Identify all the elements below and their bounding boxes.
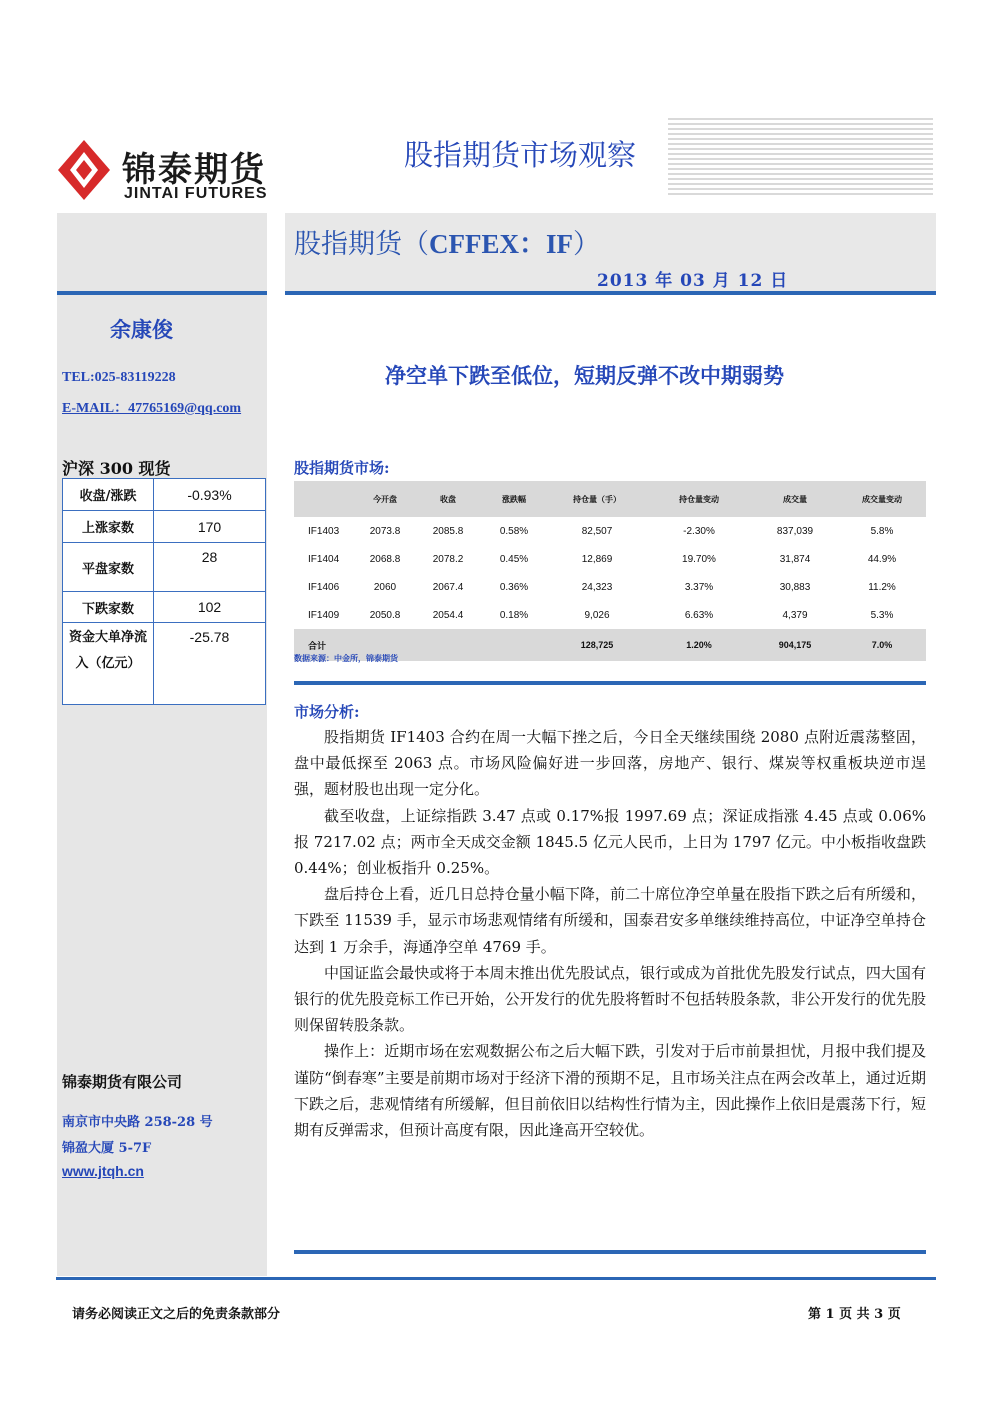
company-address: 南京市中央路 258-28 号 <box>62 1115 213 1130</box>
table-cell: 904,175 <box>752 629 838 661</box>
analysis-body <box>294 724 926 1143</box>
table-cell: 11.2% <box>868 581 896 593</box>
index-value: -0.93% <box>154 479 266 511</box>
table-cell: 1.20% <box>646 629 752 661</box>
table-cell: 5.3% <box>870 609 894 621</box>
table-cell: 2085.8 <box>432 525 464 537</box>
footer-disclaimer: 请务必阅读正文之后的免责条款部分 <box>72 1307 281 1322</box>
index-label: 收盘/涨跌 <box>63 479 154 511</box>
headline: 净空单下跌至低位，短期反弹不改中期弱势 <box>385 363 784 388</box>
company-address: 锦盈大厦 5-7F <box>62 1141 152 1156</box>
table-cell: 0.36% <box>499 581 529 593</box>
table-cell <box>480 629 548 661</box>
table-cell: 31,874 <box>779 553 811 565</box>
report-date: 2013 年 03 月 12 日 <box>597 271 789 291</box>
table-cell: IF1404 <box>308 553 340 565</box>
table-cell: IF1403 <box>308 525 340 537</box>
analyst-email-link[interactable]: E-MAIL：47765169@qq.com <box>62 401 242 416</box>
company-name: 锦泰期货有限公司 <box>62 1073 183 1091</box>
table-cell: 30,883 <box>779 581 811 593</box>
analyst-tel: TEL:025-83119228 <box>62 370 176 385</box>
market-section-title: 股指期货市场: <box>294 459 390 477</box>
index-value: -25.78 <box>154 623 266 705</box>
table-cell: -2.30% <box>683 525 715 537</box>
table-cell: 2078.2 <box>432 553 464 565</box>
category-divider <box>285 291 936 295</box>
page-number: 第 1 页 共 3 页 <box>808 1307 901 1322</box>
section-divider <box>294 1250 926 1254</box>
table-row <box>294 573 926 601</box>
analysis-paragraph: 盘后持仓上看，近几日总持仓量小幅下降，前二十席位净空单量在股指下跌之后有所缓和，下跌至 11539 手，显示市场悲观情绪有所缓和，国泰君安多单继续维持高位，中证净空单持仓达到 1 万余手，海通净空单 4769 手。 <box>294 885 926 956</box>
col-header: 持仓量变动 <box>646 481 752 517</box>
table-cell: 82,507 <box>581 525 613 537</box>
index-value: 28 <box>154 543 266 592</box>
index-row <box>63 623 266 705</box>
col-header: 成交量变动 <box>838 481 926 517</box>
table-cell: IF1409 <box>308 609 340 621</box>
table-cell: 2054.4 <box>432 609 464 621</box>
analysis-paragraph: 中国证监会最快或将于本周末推出优先股试点，银行或成为首批优先股发行试点，四大国有银行的优先股竞标工作已开始，公开发行的优先股将暂时不包括转股条款，非公开发行的优先股则保留转股条款。 <box>294 963 926 1035</box>
table-cell: IF1406 <box>308 581 340 593</box>
table-cell: 3.37% <box>684 581 714 593</box>
col-header: 收盘 <box>416 481 480 517</box>
table-cell: 5.8% <box>870 525 894 537</box>
col-header <box>294 481 354 517</box>
table-cell: 6.63% <box>684 609 714 621</box>
index-table <box>62 478 266 705</box>
sidebar-divider <box>57 291 267 295</box>
data-source-note: 数据来源：中金所，锦泰期货 <box>294 653 398 663</box>
table-cell: 7.0% <box>838 629 926 661</box>
index-value: 170 <box>154 511 266 543</box>
index-row <box>63 543 266 592</box>
table-cell: 2068.8 <box>369 553 401 565</box>
header-stripes <box>668 118 933 198</box>
table-cell: 19.70% <box>682 553 716 565</box>
table-cell: 44.9% <box>867 553 897 565</box>
table-cell: 2050.8 <box>369 609 401 621</box>
index-label: 平盘家数 <box>63 543 154 592</box>
table-cell: 2060 <box>373 581 397 593</box>
table-cell: 2067.4 <box>432 581 464 593</box>
table-cell: 0.58% <box>499 525 529 537</box>
index-row <box>63 479 266 511</box>
section-divider <box>294 681 926 685</box>
table-cell: 4,379 <box>782 609 808 621</box>
table-cell: 合计 <box>294 629 354 661</box>
table-row <box>294 601 926 629</box>
index-value: 102 <box>154 592 266 623</box>
index-row <box>63 511 266 543</box>
analysis-section-title: 市场分析: <box>294 703 360 721</box>
index-row <box>63 592 266 623</box>
market-table <box>294 481 926 661</box>
index-label: 上涨家数 <box>63 511 154 543</box>
col-header: 持仓量（手） <box>548 481 646 517</box>
jintai-logo-icon <box>58 140 110 200</box>
table-cell: 24,323 <box>581 581 613 593</box>
company-website-link[interactable]: www.jtqh.cn <box>62 1163 144 1179</box>
col-header: 成交量 <box>752 481 838 517</box>
footer-divider <box>56 1277 936 1280</box>
col-header: 涨跌幅 <box>480 481 548 517</box>
table-cell: 9,026 <box>584 609 610 621</box>
table-cell: 837,039 <box>776 525 814 537</box>
table-cell: 0.45% <box>499 553 529 565</box>
index-label: 资金大单净流入（亿元） <box>63 623 154 705</box>
category-title: 股指期货（CFFEX：IF） <box>294 229 600 260</box>
table-cell <box>416 629 480 661</box>
analyst-name: 余康俊 <box>110 317 173 342</box>
table-cell: 128,725 <box>548 629 646 661</box>
table-row <box>294 517 926 545</box>
analysis-paragraph: 截至收盘，上证综指跌 3.47 点或 0.17%报 1997.69 点；深证成指涨 4.45 点或 0.06%报 7217.02 点；两市全天成交金额 1845.5 亿元人民币，上日为 1797 亿元。中小板指收盘跌 0.44%；创业板指升 0.25%。 <box>294 806 926 878</box>
index-label: 下跌家数 <box>63 592 154 623</box>
analysis-paragraph: 股指期货 IF1403 合约在周一大幅下挫之后，今日全天继续围绕 2080 点附近震荡整固，盘中最低探至 2063 点。市场风险偏好进一步回落，房地产、银行、煤炭等权重板块逆市逞强，题材股也出现一定分化。 <box>294 728 926 799</box>
index-table-title: 沪深 300 现货 <box>62 459 171 478</box>
table-cell: 12,869 <box>581 553 613 565</box>
table-cell: 0.18% <box>499 609 529 621</box>
analysis-paragraph: 操作上：近期市场在宏观数据公布之后大幅下跌，引发对于后市前景担忧，月报中我们提及谨防“倒春寒”主要是前期市场对于经济下滑的预期不足，且市场关注点在两会改革上，通过近期下跌之后，悲观情绪有所缓解，但目前依旧以结构性行情为主，因此操作上依旧是震荡下行，短期有反弹需求，但预计高度有限，因此逢高开空较优。 <box>294 1042 926 1140</box>
col-header: 今开盘 <box>354 481 416 517</box>
report-title: 股指期货市场观察 <box>404 138 637 172</box>
market-header-row <box>294 481 926 517</box>
table-row <box>294 545 926 573</box>
logo-text-cn: 锦泰期货 <box>122 150 266 190</box>
table-cell: 2073.8 <box>369 525 401 537</box>
logo-text-en: JINTAI FUTURES <box>124 185 268 202</box>
